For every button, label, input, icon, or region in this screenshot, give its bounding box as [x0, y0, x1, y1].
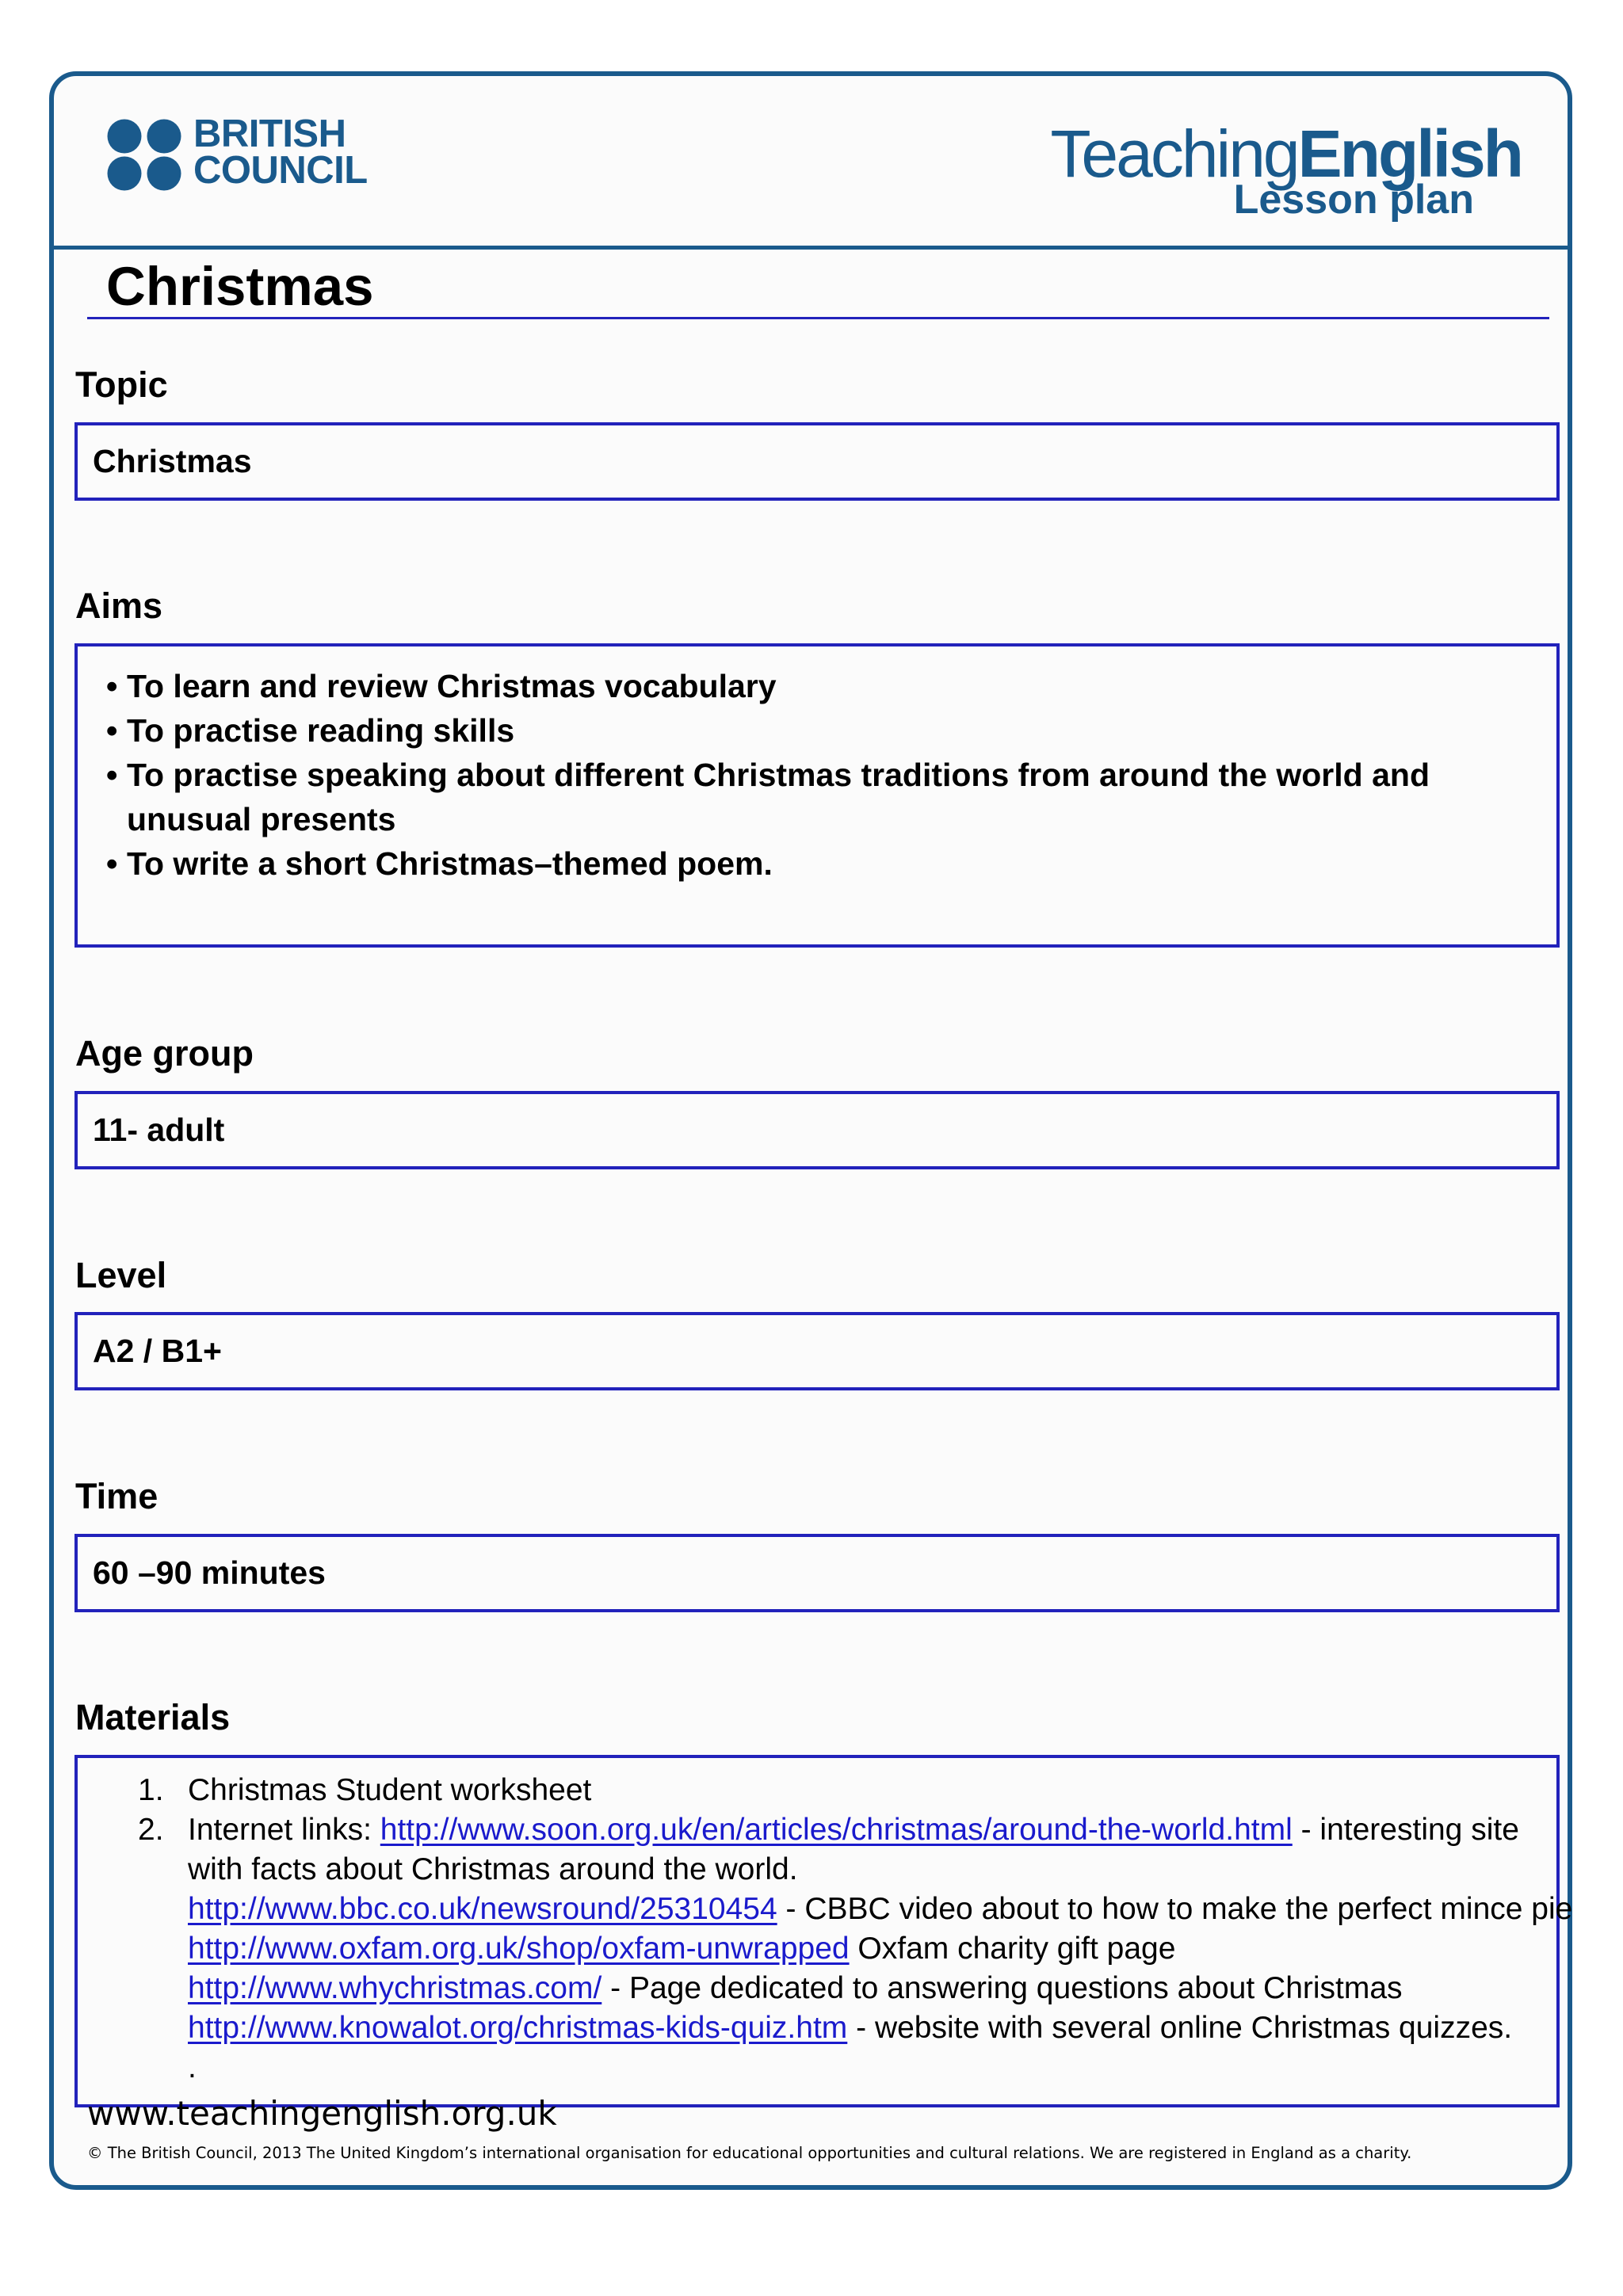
time-label: Time: [75, 1476, 158, 1516]
link-description: Oxfam charity gift page: [849, 1932, 1176, 1966]
topic-label: Topic: [75, 364, 168, 405]
materials-trailing-dot: .: [188, 2050, 197, 2084]
link-description: - Page dedicated to answering questions about Christmas: [601, 1971, 1403, 2005]
age-group-box: [74, 1091, 1560, 1169]
materials-item-links: [138, 1810, 1573, 2088]
link-soon-around-the-world[interactable]: http://www.soon.org.uk/en/articles/christmas/around-the-world.html: [380, 1813, 1293, 1847]
materials-item-number: 1.: [138, 1773, 164, 1807]
british-council-line2: COUNCIL: [193, 149, 368, 192]
teaching-english-logo: [1050, 116, 1522, 223]
aim-item: • To learn and review Christmas vocabulary: [106, 664, 1533, 708]
footer-website-url: www.teachingenglish.org.uk: [87, 2094, 557, 2133]
link-description: - CBBC video about to how to make the perfect mince pie: [777, 1892, 1573, 1926]
materials-links-line: [188, 1969, 1541, 2008]
materials-links-line: [188, 1929, 1541, 1969]
materials-links-line: [188, 1890, 1573, 1929]
page-title: Christmas: [106, 256, 374, 317]
aims-box: [74, 643, 1560, 948]
british-council-wordmark: [193, 113, 368, 192]
materials-links-line: [188, 2008, 1541, 2048]
link-bbc-newsround[interactable]: http://www.bbc.co.uk/newsround/25310454: [188, 1892, 777, 1926]
topic-box: [74, 422, 1560, 501]
materials-label: Materials: [75, 1697, 231, 1737]
link-whychristmas[interactable]: http://www.whychristmas.com/: [188, 1971, 602, 2005]
time-box: [74, 1534, 1560, 1612]
link-oxfam-unwrapped[interactable]: http://www.oxfam.org.uk/shop/oxfam-unwrapped: [188, 1932, 850, 1966]
time-value: 60 –90 minutes: [93, 1554, 326, 1591]
aim-item: • To practise speaking about different Christmas traditions from around the world and unusual presents: [106, 753, 1533, 841]
teaching-word: Teaching: [1050, 116, 1298, 191]
english-word: English: [1297, 116, 1522, 191]
level-box: [74, 1312, 1560, 1390]
aims-label: Aims: [75, 585, 163, 626]
materials-list: [138, 1771, 1573, 2088]
link-description: - website with several online Christmas quizzes.: [847, 2011, 1513, 2045]
british-council-line1: BRITISH: [193, 113, 346, 155]
british-council-dots-icon: [106, 119, 184, 192]
materials-box: [74, 1755, 1573, 2107]
level-value: A2 / B1+: [93, 1333, 222, 1369]
aim-item: • To write a short Christmas–themed poem.: [106, 841, 1533, 886]
age-group-label: Age group: [75, 1033, 254, 1074]
age-group-value: 11- adult: [93, 1112, 225, 1148]
materials-links-continuation: with facts about Christmas around the world.: [188, 1852, 798, 1886]
materials-item-worksheet: [138, 1771, 1541, 1810]
materials-item-number: 2.: [138, 1813, 164, 1847]
materials-item-text: Christmas Student worksheet: [188, 1773, 592, 1807]
internet-links-prefix: Internet links:: [188, 1813, 380, 1847]
header-divider: [49, 246, 1572, 250]
aims-list: [106, 664, 1533, 886]
title-underline: [87, 317, 1549, 319]
materials-links-line: [188, 1810, 1541, 1850]
topic-value: Christmas: [93, 443, 252, 479]
lesson-plan-subtitle: Lesson plan: [1233, 177, 1474, 223]
link-description: - interesting site: [1292, 1813, 1519, 1847]
link-knowalot-quiz[interactable]: http://www.knowalot.org/christmas-kids-quiz.htm: [188, 2011, 848, 2045]
footer-copyright: © The British Council, 2013 The United Kingdom’s international organisation for educational opportunities and cultural relations. We are registered in England as a charity.: [87, 2144, 1412, 2162]
level-label: Level: [75, 1255, 167, 1295]
aim-item: • To practise reading skills: [106, 708, 1533, 753]
